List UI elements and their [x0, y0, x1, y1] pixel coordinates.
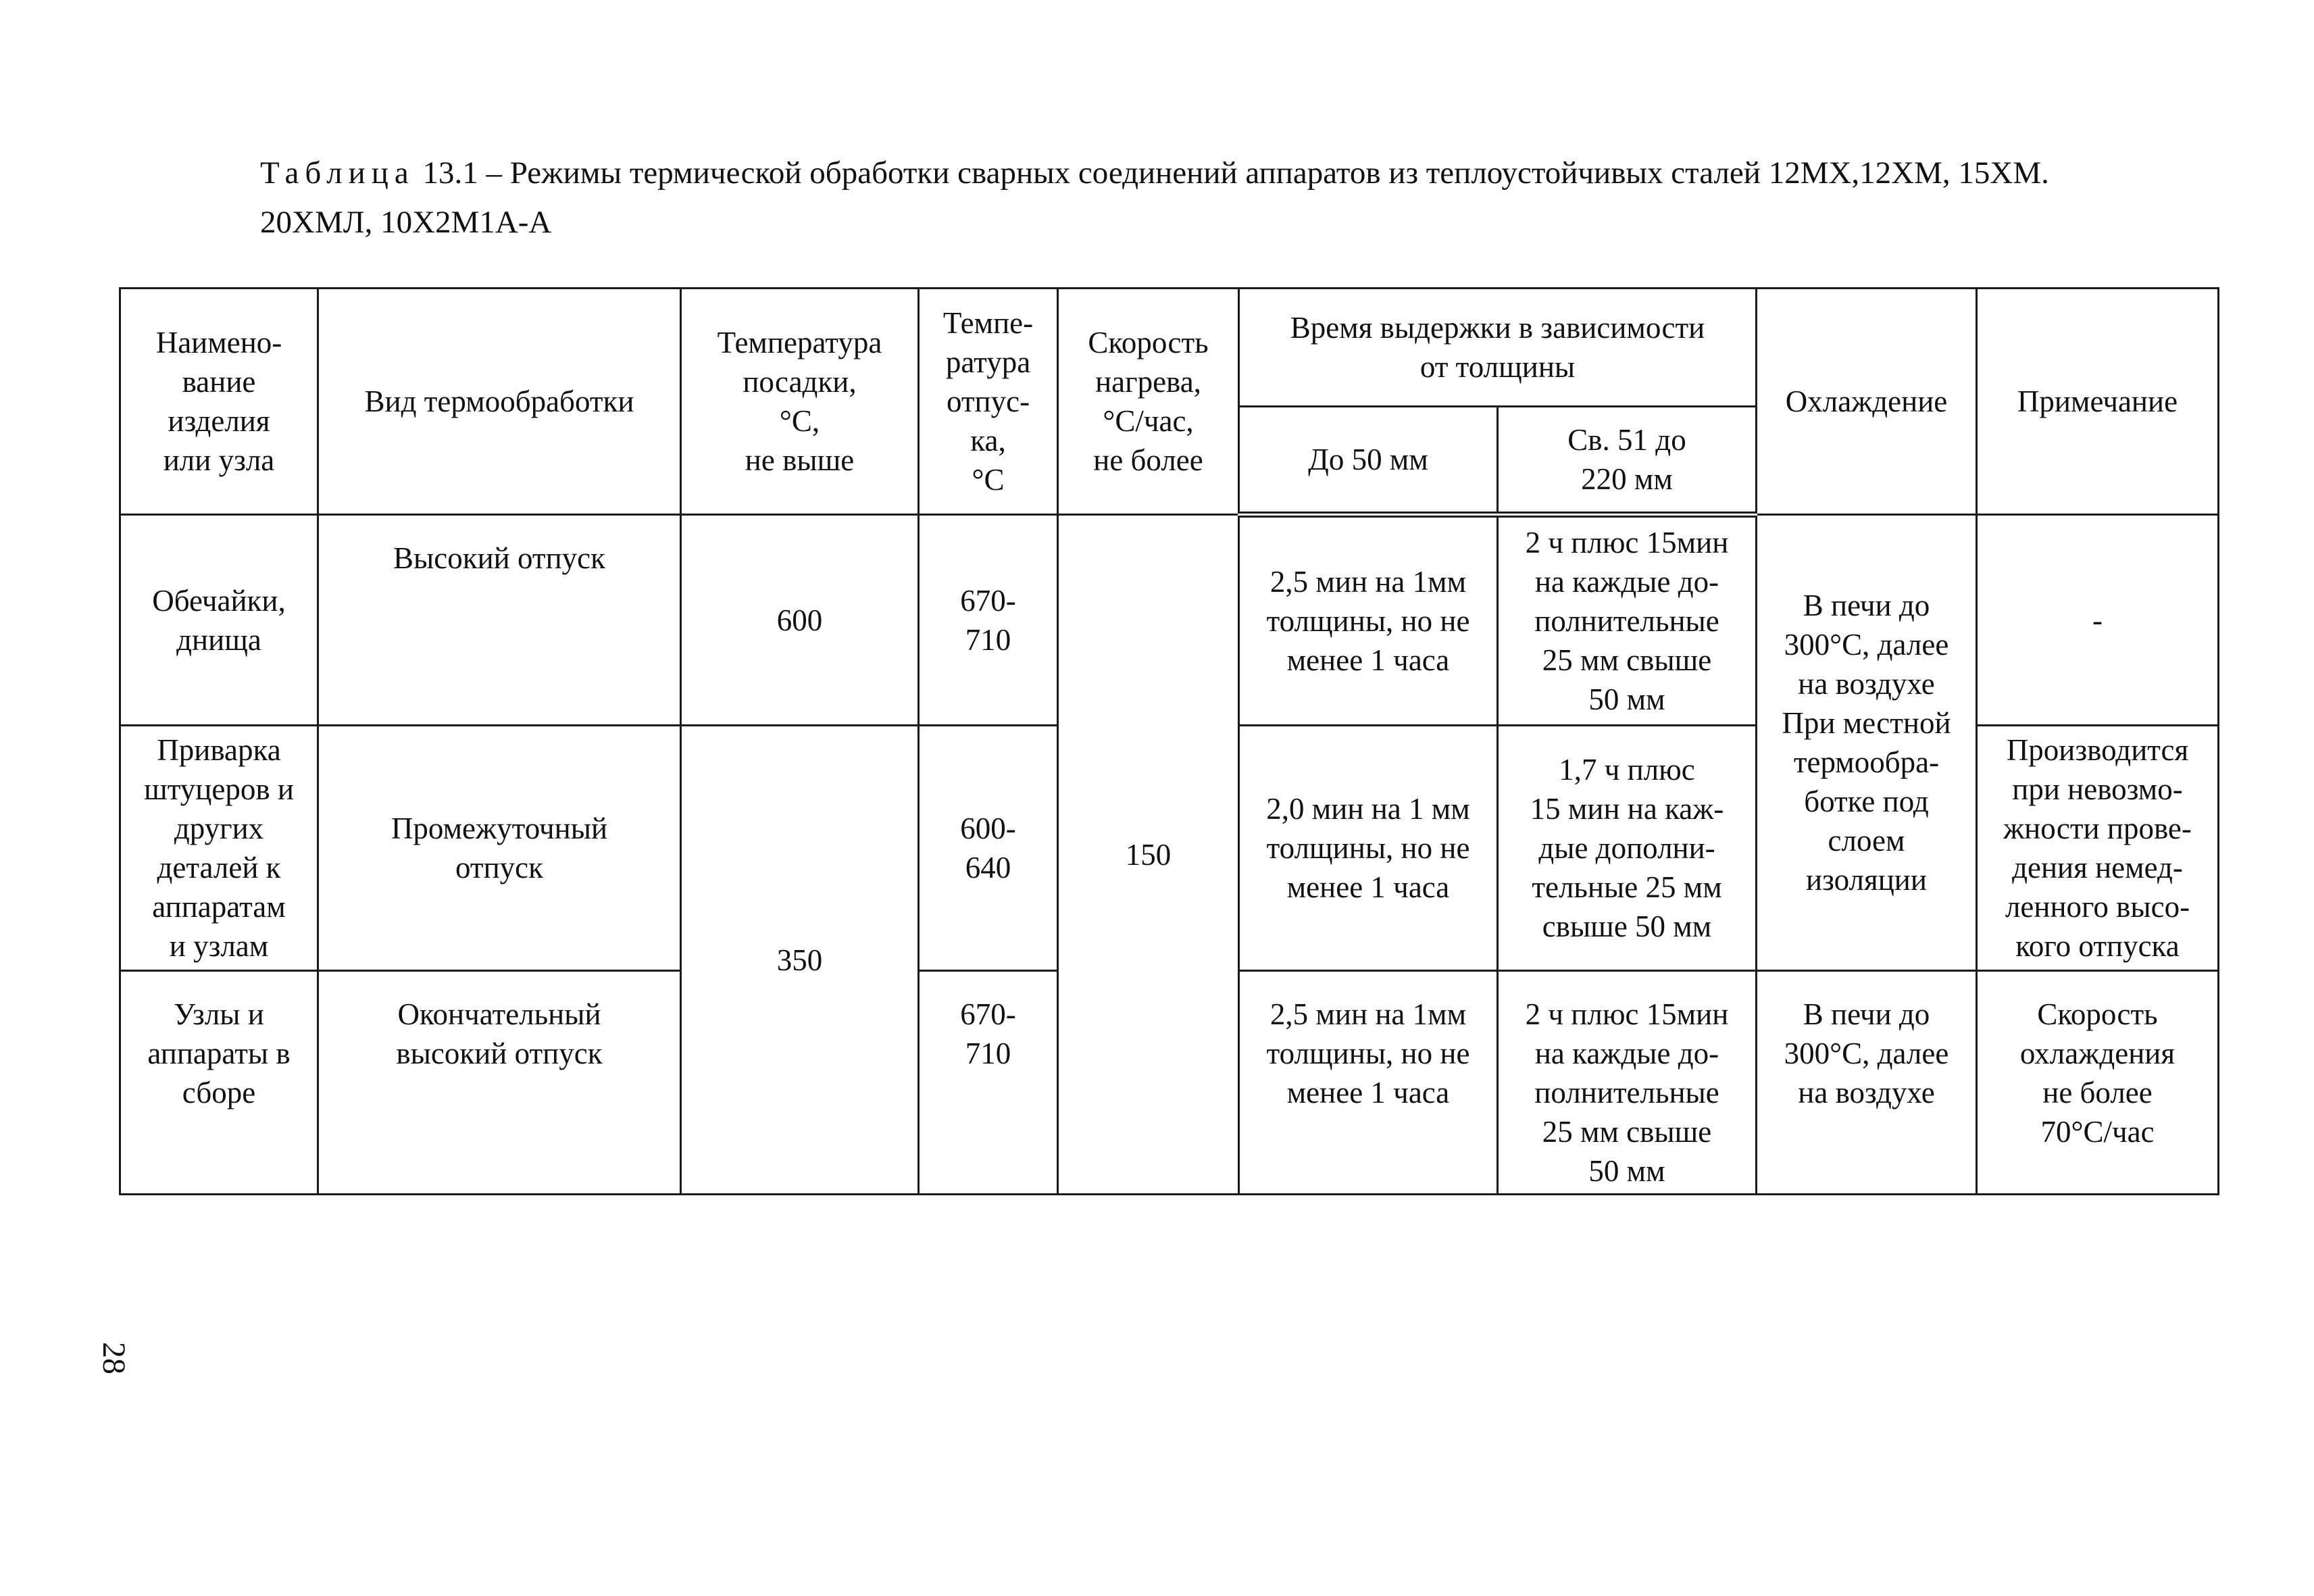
caption-title: 13.1 – Режимы термической обработки сварных соединений аппаратов из теплоустойчивых сталей 12МХ,12ХМ, 15ХМ. 20ХМЛ, 10Х2М1А-А	[260, 155, 2049, 240]
header-temper-temp: Темпе- ратура отпус- ка, °С	[919, 289, 1058, 515]
row3-cooling: В печи до 300°С, далее на воздухе	[1757, 971, 1977, 1195]
row2-item: Приварка штуцеров и других деталей к аппаратам и узлам	[120, 726, 318, 971]
row3-hold-up-to-50: 2,5 мин на 1мм толщины, но не менее 1 часа	[1239, 971, 1498, 1195]
row2-temper-temp: 600- 640	[919, 726, 1058, 971]
row1-temper-temp: 670- 710	[919, 515, 1058, 726]
table-caption	[260, 149, 2111, 247]
header-hold-time: Время выдержки в зависимости от толщины	[1239, 289, 1757, 407]
header-row-1	[120, 289, 2219, 407]
load-temp-rows-2-3: 350	[681, 726, 919, 1195]
row1-treatment: Высокий отпуск	[318, 515, 681, 726]
heat-rate-shared: 150	[1058, 515, 1239, 1195]
row3-item: Узлы и аппараты в сборе	[120, 971, 318, 1195]
table-row	[120, 515, 2219, 726]
header-hold-up-to-50: До 50 мм	[1239, 407, 1498, 515]
row3-temper-temp: 670- 710	[919, 971, 1058, 1195]
header-heat-rate: Скорость нагрева, °С/час, не более	[1058, 289, 1239, 515]
row2-note: Производится при невозмо- жности прове- дения немед- ленного высо- кого отпуска	[1977, 726, 2219, 971]
header-treatment: Вид термообработки	[318, 289, 681, 515]
row3-hold-51-220: 2 ч плюс 15мин на каждые до- полнительные 25 мм свыше 50 мм	[1498, 971, 1757, 1195]
cooling-rows-1-2: В печи до 300°С, далее на воздухе При местной термообра- ботке под слоем изоляции	[1757, 515, 1977, 971]
row1-note: -	[1977, 515, 2219, 726]
header-load-temp: Температура посадки, °С, не выше	[681, 289, 919, 515]
row2-treatment: Промежуточный отпуск	[318, 726, 681, 971]
row2-hold-up-to-50: 2,0 мин на 1 мм толщины, но не менее 1 часа	[1239, 726, 1498, 971]
row1-load-temp: 600	[681, 515, 919, 726]
row3-note: Скорость охлаждения не более 70°С/час	[1977, 971, 2219, 1195]
row1-hold-up-to-50: 2,5 мин на 1мм толщины, но не менее 1 часа	[1239, 515, 1498, 726]
page-number: 28	[96, 1342, 132, 1374]
caption-table-word: Таблица	[260, 155, 415, 191]
header-item: Наимено- вание изделия или узла	[120, 289, 318, 515]
heat-treatment-table	[119, 287, 2219, 1195]
header-hold-51-220: Св. 51 до 220 мм	[1498, 407, 1757, 515]
row1-item: Обечайки, днища	[120, 515, 318, 726]
row2-hold-51-220: 1,7 ч плюс 15 мин на каж- дые дополни- тельные 25 мм свыше 50 мм	[1498, 726, 1757, 971]
header-note: Примечание	[1977, 289, 2219, 515]
row1-hold-51-220: 2 ч плюс 15мин на каждые до- полнительные 25 мм свыше 50 мм	[1498, 515, 1757, 726]
row3-treatment: Окончательный высокий отпуск	[318, 971, 681, 1195]
header-cooling: Охлаждение	[1757, 289, 1977, 515]
